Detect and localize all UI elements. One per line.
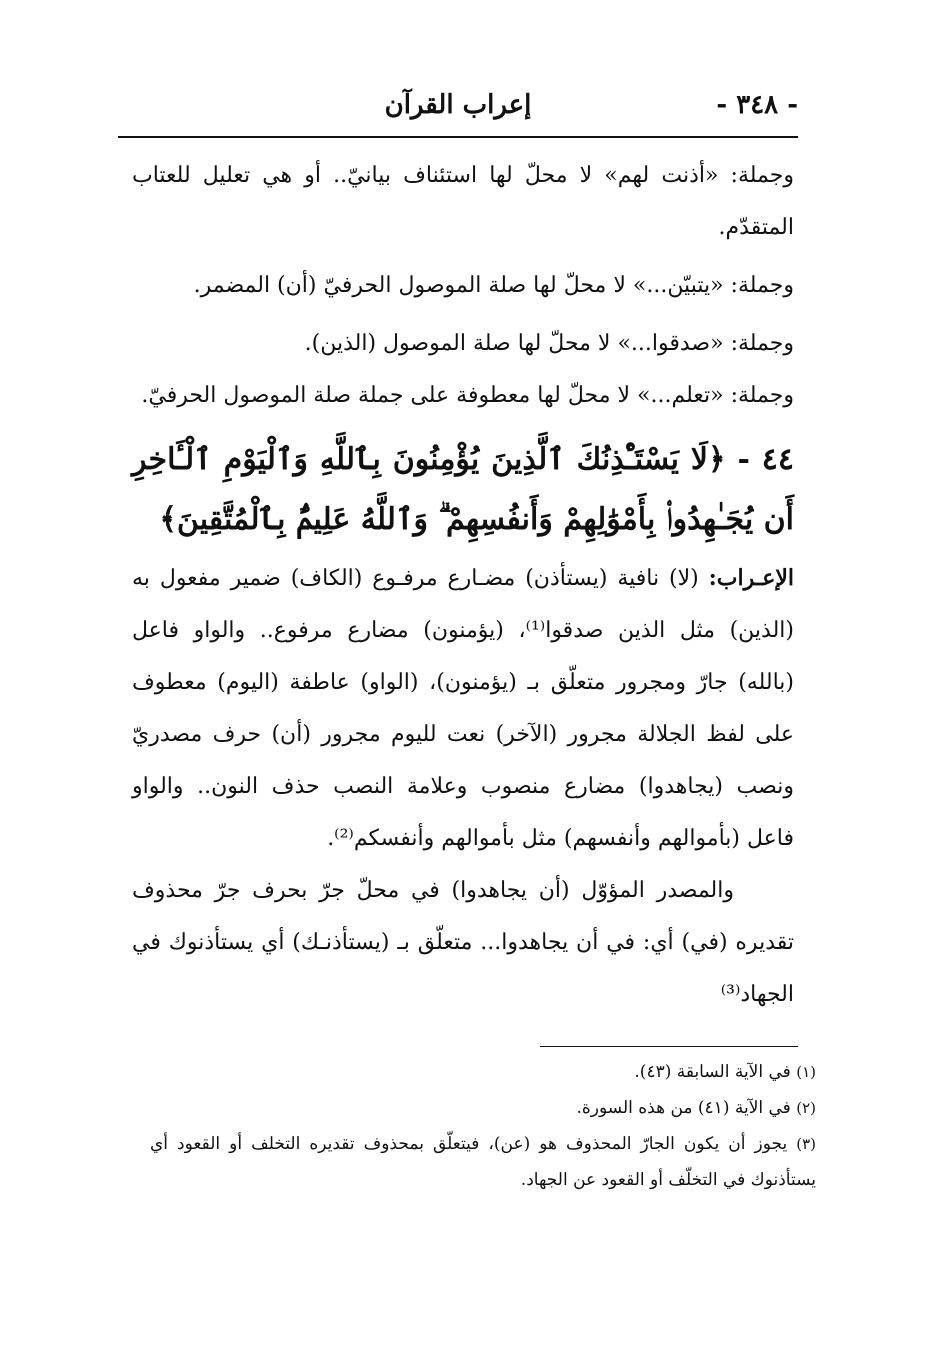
footnote-text: يجوز أن يكون الجارّ المحذوف هو (عن)، فيتعلّق بمحذوف تقديره التخلف أو القعود أي يستأذنوك في التخلّف أو القعود عن الجهاد.	[150, 1134, 816, 1190]
quran-verse: ٤٤ - ﴿لَا يَسْتَـْٔذِنُكَ ٱلَّذِينَ يُؤْمِنُونَ بِٱللَّهِ وَٱلْيَوْمِ ٱلْـَٔاخِرِ أَن يُجَـٰهِدُوا۟ بِأَمْوَٰلِهِمْ وَأَنفُسِهِمْ ۗ وَٱللَّهُ عَلِيمٌۢ بِٱلْمُتَّقِينَ﴾	[132, 442, 794, 537]
irab-paragraph	[132, 552, 794, 865]
paragraph-taalam: وجملة: «تعلم...» لا محلّ لها معطوفة على جملة صلة الموصول الحرفيّ.	[141, 383, 794, 408]
footnote-text: في الآية (٤١) من هذه السورة.	[576, 1098, 791, 1118]
header-rule	[118, 136, 798, 138]
main-text	[132, 150, 794, 1021]
footnote-mark: (٣)	[796, 1135, 816, 1153]
footnote-rule	[540, 1046, 798, 1047]
footnote-3	[150, 1126, 816, 1198]
paragraph-sadaqu: وجملة: «صدقوا...» لا محلّ لها صلة الموصول (الذين).	[304, 331, 794, 356]
footnote-text: في الآية السابقة (٤٣).	[634, 1062, 791, 1082]
paragraph-adhinta: وجملة: «أذنت لهم» لا محلّ لها استئناف بيانيّ.. أو هي تعليل للعتاب المتقدّم.	[132, 163, 794, 240]
footnote-2	[150, 1090, 816, 1126]
book-title: إعراب القرآن	[384, 90, 532, 120]
footnotes	[150, 1054, 816, 1198]
page-number: - ٣٤٨ -	[716, 90, 798, 120]
footnote-1	[150, 1054, 816, 1090]
irab-label: الإعـراب:	[708, 565, 794, 591]
irab-text: (لا) نافية (يستأذن) مضـارع مرفـوع (الكاف) ضمير مفعول به (الذين) مثل الذين صدقوا⁽¹⁾، (يؤمنون) مضارع مرفوع.. والواو فاعل (بالله) جارّ ومجرور متعلّق بـ (يؤمنون)، (الواو) عاطفة (اليوم) معطوف على لفظ الجلالة مجرور (الآخر) نعت لليوم مجرور (أن) حرف مصدريّ ونصب (يجاهدوا) مضارع منصوب وعلامة النصب حذف النون.. والواو فاعل (بأموالهم وأنفسهم) مثل بأموالهم وأنفسكم⁽²⁾.	[132, 566, 794, 851]
paragraph-masdar: والمصدر المؤوّل (أن يجاهدوا) في محلّ جرّ بحرف جرّ محذوف تقديره (في) أي: في أن يجاهدوا... متعلّق بـ (يستأذنـك) أي يستأذنوك في الجهاد⁽³⁾	[132, 878, 794, 1007]
page-header	[118, 84, 798, 132]
paragraph-yatabayyan: وجملة: «يتبيّن...» لا محلّ لها صلة الموصول الحرفيّ (أن) المضمر.	[193, 273, 794, 298]
footnote-mark: (١)	[796, 1063, 816, 1081]
footnote-mark: (٢)	[796, 1099, 816, 1117]
